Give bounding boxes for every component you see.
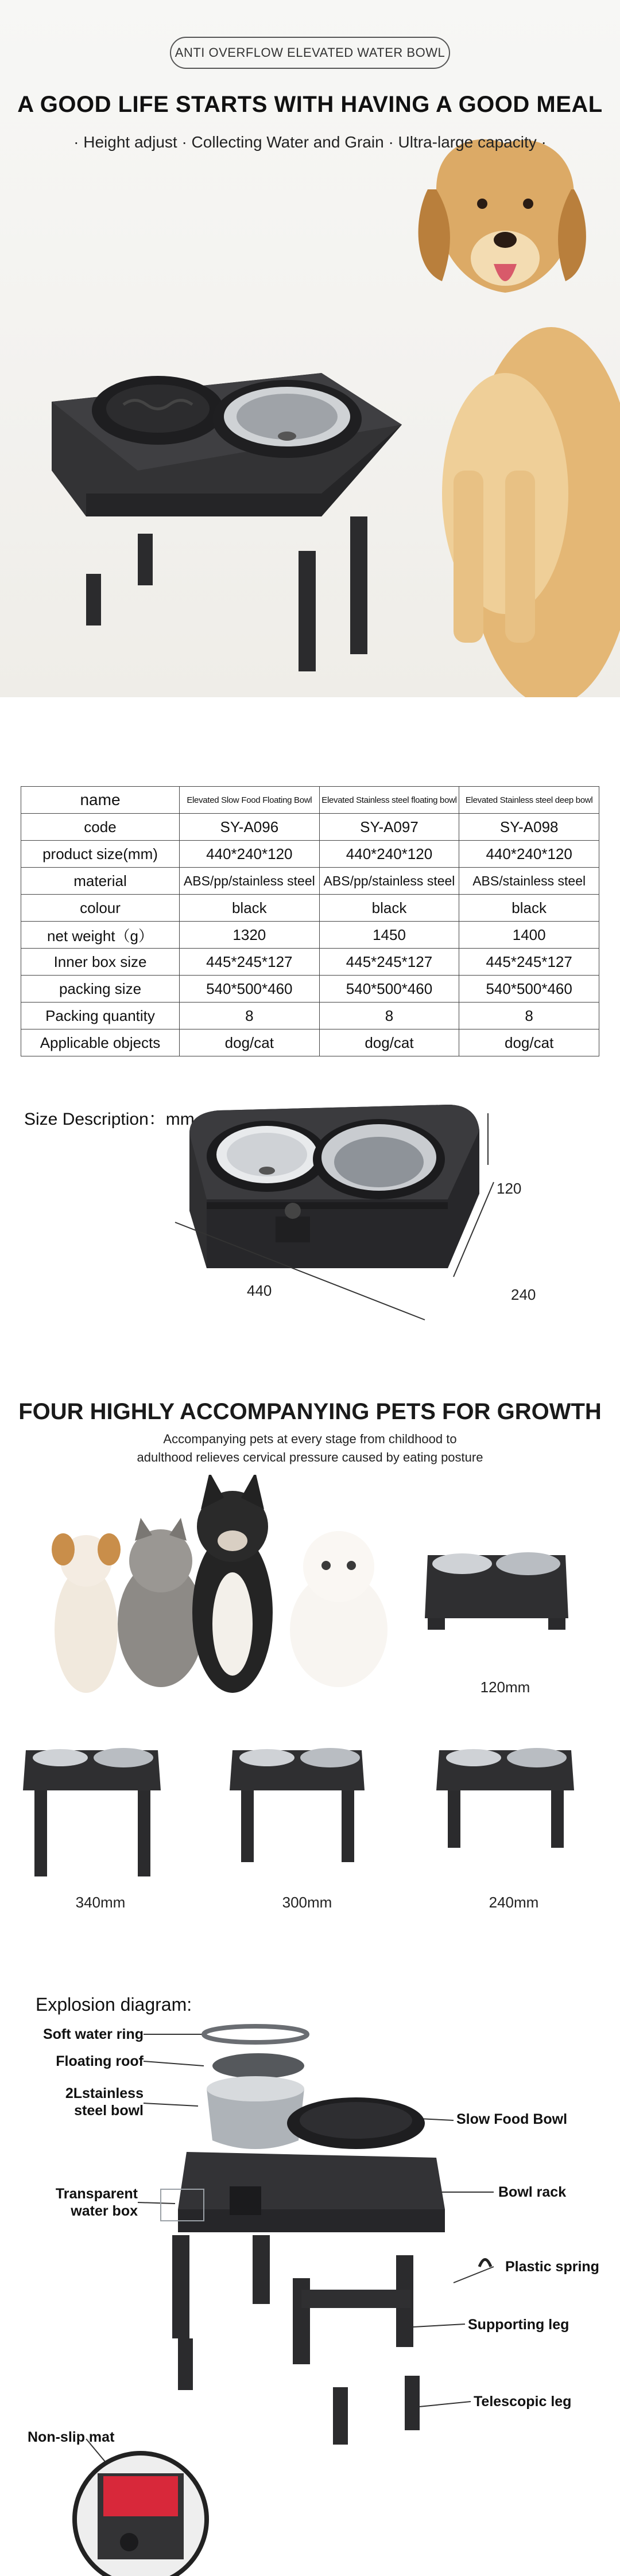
table-row <box>21 922 599 949</box>
hero-elevated-bowl <box>52 373 402 671</box>
table-cell: ABS/pp/stainless steel <box>180 868 320 895</box>
table-row <box>21 841 599 868</box>
table-cell: black <box>319 895 459 922</box>
label-non-slip-mat: Non-slip mat <box>28 2429 115 2445</box>
table-header-cell: Elevated Stainless steel deep bowl <box>459 787 599 814</box>
row-label: material <box>21 868 180 895</box>
dim-height: 120 <box>497 1180 522 1197</box>
hero-features: · Height adjust · Collecting Water and Grain · Ultra-large capacity · <box>73 133 547 151</box>
table-cell: SY-A098 <box>459 814 599 841</box>
table-row <box>21 1003 599 1029</box>
row-label: Packing quantity <box>21 1003 180 1029</box>
table-cell: 1450 <box>319 922 459 949</box>
table-cell: 440*240*120 <box>180 841 320 868</box>
table-cell: dog/cat <box>319 1029 459 1056</box>
label-water-box <box>6 2185 138 2220</box>
table-cell: black <box>459 895 599 922</box>
table-row <box>21 868 599 895</box>
label-bowl-rack: Bowl rack <box>498 2184 567 2200</box>
golden-retriever-image <box>418 139 620 697</box>
row-label: Applicable objects <box>21 1029 180 1056</box>
table-cell: 8 <box>319 1003 459 1029</box>
table-header-cell: Elevated Stainless steel floating bowl <box>319 787 459 814</box>
table-cell: 8 <box>180 1003 320 1029</box>
bowl-height-340-image <box>23 1748 161 1876</box>
size-diagram <box>0 1079 620 1354</box>
table-cell: 445*245*127 <box>459 949 599 976</box>
row-label: Inner box size <box>21 949 180 976</box>
table-cell: dog/cat <box>459 1029 599 1056</box>
table-cell: 540*500*460 <box>319 976 459 1003</box>
explosion-title: Explosion diagram: <box>36 1994 192 2015</box>
table-row <box>21 1029 599 1056</box>
table-cell: 445*245*127 <box>180 949 320 976</box>
growth-subtitle <box>0 1430 620 1467</box>
label-steel-bowl-line: steel bowl <box>74 2103 144 2119</box>
size-bowl-image <box>189 1105 479 1268</box>
row-label: packing size <box>21 976 180 1003</box>
table-cell: 540*500*460 <box>459 976 599 1003</box>
size-title: Size Description：mm <box>24 1110 195 1129</box>
row-label: net weight（g） <box>21 922 180 949</box>
row-label: code <box>21 814 180 841</box>
dim-width: 240 <box>511 1286 536 1303</box>
label-floating-roof: Floating roof <box>56 2053 144 2069</box>
label-steel-bowl-line: 2Lstainless <box>65 2085 144 2101</box>
bowl-height-300-image <box>230 1748 365 1862</box>
table-cell: SY-A096 <box>180 814 320 841</box>
label-water-box-line: Transparent <box>55 2186 138 2202</box>
table-row <box>21 976 599 1003</box>
table-row <box>21 949 599 976</box>
height-caption: 340mm <box>75 1894 126 1911</box>
table-header-cell: Elevated Slow Food Floating Bowl <box>180 787 320 814</box>
spec-table <box>21 786 599 1056</box>
label-supporting-leg: Supporting leg <box>468 2317 569 2333</box>
table-cell: dog/cat <box>180 1029 320 1056</box>
pets-group-image <box>52 1475 388 1693</box>
table-cell: 440*240*120 <box>459 841 599 868</box>
table-cell: SY-A097 <box>319 814 459 841</box>
table-cell: 1320 <box>180 922 320 949</box>
table-row <box>21 895 599 922</box>
label-plastic-spring: Plastic spring <box>505 2259 599 2275</box>
label-steel-bowl <box>11 2085 144 2119</box>
hero-section <box>0 0 620 697</box>
growth-subtitle-line: adulthood relieves cervical pressure caused by eating posture <box>137 1450 483 1464</box>
height-caption: 120mm <box>480 1679 530 1696</box>
row-label: colour <box>21 895 180 922</box>
table-cell: 1400 <box>459 922 599 949</box>
table-cell: 440*240*120 <box>319 841 459 868</box>
growth-title: FOUR HIGHLY ACCOMPANYING PETS FOR GROWTH <box>18 1399 602 1424</box>
height-caption: 300mm <box>282 1894 332 1911</box>
bowl-height-240-image <box>436 1748 574 1848</box>
hero-title: A GOOD LIFE STARTS WITH HAVING A GOOD MEAL <box>17 92 603 117</box>
table-cell: 8 <box>459 1003 599 1029</box>
label-water-box-line: water box <box>71 2203 138 2219</box>
table-cell: ABS/pp/stainless steel <box>319 868 459 895</box>
label-soft-water-ring: Soft water ring <box>42 2026 144 2042</box>
label-slow-food-bowl: Slow Food Bowl <box>456 2111 568 2127</box>
table-header-cell: name <box>21 787 180 814</box>
table-header-row <box>21 787 599 814</box>
table-cell: 540*500*460 <box>180 976 320 1003</box>
bowl-height-120-image <box>425 1552 568 1630</box>
product-badge: ANTI OVERFLOW ELEVATED WATER BOWL <box>170 37 450 69</box>
height-caption: 240mm <box>489 1894 539 1911</box>
pets-and-heights-illustration <box>0 1475 620 1934</box>
row-label: product size(mm) <box>21 841 180 868</box>
table-cell: black <box>180 895 320 922</box>
dim-length: 440 <box>247 1282 272 1299</box>
table-cell: 445*245*127 <box>319 949 459 976</box>
growth-subtitle-line: Accompanying pets at every stage from childhood to <box>163 1432 457 1446</box>
table-cell: ABS/stainless steel <box>459 868 599 895</box>
label-telescopic-leg: Telescopic leg <box>474 2394 572 2410</box>
table-row <box>21 814 599 841</box>
